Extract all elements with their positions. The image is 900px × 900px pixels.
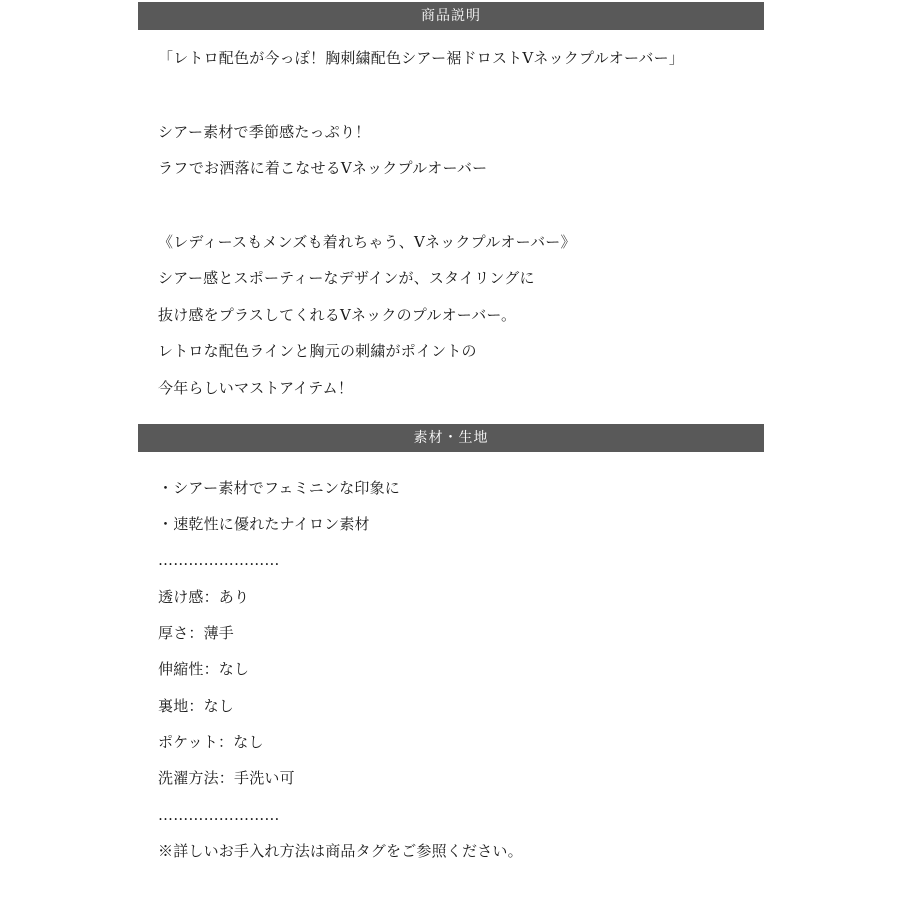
dotted-divider: ……………………: [158, 806, 280, 824]
material-feature-line: ・速乾性に優れたナイロン素材: [158, 515, 370, 533]
description-line: シアー感とスポーティーなデザインが、スタイリングに: [158, 269, 535, 287]
spec-washing: 洗濯方法：手洗い可: [158, 769, 295, 787]
product-title-line: 「レトロ配色が今っぽ！胸刺繍配色シアー裾ドロストVネックプルオーバー」: [158, 49, 685, 67]
spec-pocket: ポケット：なし: [158, 733, 264, 751]
spec-lining: 裏地：なし: [158, 697, 235, 715]
description-line: 《レディースもメンズも着れちゃう、Vネックプルオーバー》: [158, 233, 576, 251]
description-line: レトロな配色ラインと胸元の刺繍がポイントの: [158, 342, 477, 360]
material-fabric-header: 素材・生地: [138, 424, 764, 452]
dotted-divider: ……………………: [158, 551, 280, 569]
spec-stretch: 伸縮性：なし: [158, 660, 250, 678]
material-feature-line: ・シアー素材でフェミニンな印象に: [158, 479, 401, 497]
description-line: ラフでお洒落に着こなせるVネックプルオーバー: [158, 159, 488, 177]
description-line: シアー素材で季節感たっぷり！: [158, 123, 371, 141]
spec-sheerness: 透け感：あり: [158, 588, 250, 606]
product-description-header: 商品説明: [138, 2, 764, 30]
description-line: 今年らしいマストアイテム！: [158, 379, 354, 397]
care-note: ※詳しいお手入れ方法は商品タグをご参照ください。: [158, 842, 523, 860]
spec-thickness: 厚さ：薄手: [158, 624, 235, 642]
description-line: 抜け感をプラスしてくれるVネックのプルオーバー。: [158, 306, 517, 324]
